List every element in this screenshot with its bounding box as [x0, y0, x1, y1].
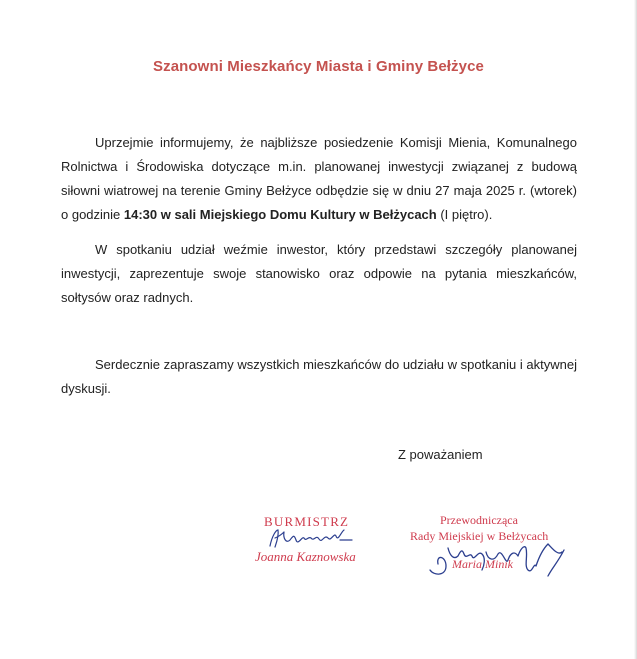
chair-signature	[424, 526, 570, 588]
paragraph-investor: W spotkaniu udział weźmie inwestor, który przedstawi szczegóły planowanej inwestycji, zaprezentuje swoje stanowisko oraz odpowie na pytania mieszkańców, sołtysów oraz radnych.	[61, 242, 577, 305]
meeting-time-place: 14:30 w sali Miejskiego Domu Kultury w Bełżycach	[123, 207, 437, 222]
announcement-text: Uprzejmie informujemy, że najbliższe posiedzenie Komisji Mienia, Komunalnego Rolnictwa i Środowiska dotyczące m.in. planowanej inwestycji związanej z budową siłowni wiatrowej na terenie Gminy Bełżyce odbędzie się w dniu 27 maja 2025 r. (wtorek) o godzinie	[61, 135, 577, 222]
mayor-stamp-title: BURMISTRZ	[264, 514, 350, 529]
closing-greeting: Z poważaniem	[398, 447, 483, 462]
announcement-floor: (I piętro).	[436, 207, 493, 222]
paragraph-invitation: Serdecznie zapraszamy wszystkich mieszkańców do udziału w spotkaniu i aktywnej dyskusji.	[61, 357, 577, 396]
chair-stamp-council: Rady Miejskiej w Bełżycach	[410, 529, 549, 543]
letter-title: Szanowni Mieszkańcy Miasta i Gminy Bełżyce	[153, 58, 484, 75]
chair-stamp-name: Maria Minik	[452, 557, 513, 571]
paragraph-announcement	[61, 131, 577, 227]
mayor-stamp-name: Joanna Kaznowska	[255, 549, 356, 564]
chair-stamp-title: Przewodnicząca	[440, 513, 518, 527]
mayor-signature	[266, 526, 356, 552]
